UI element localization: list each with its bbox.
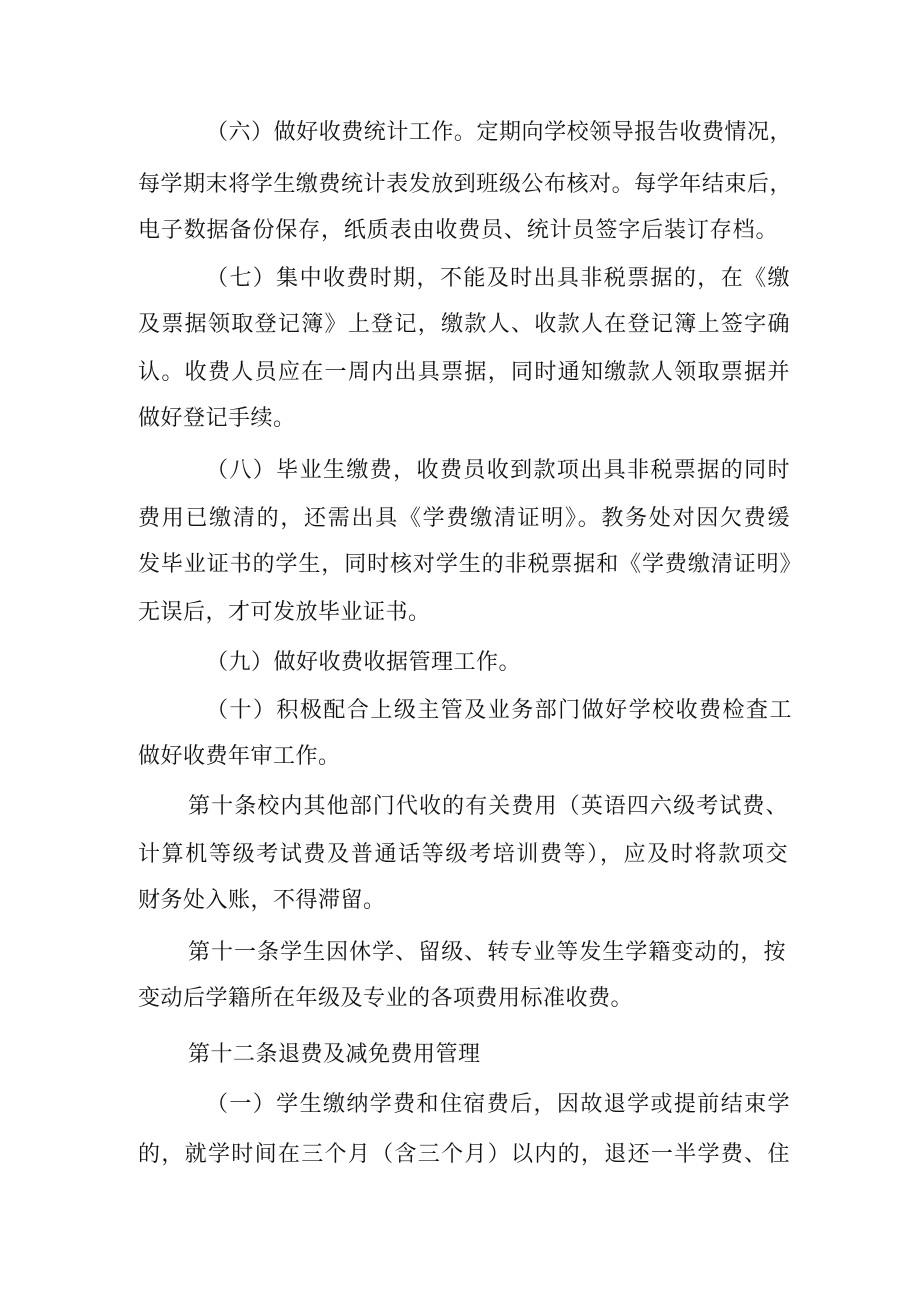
- text-line: 做好收费年审工作。: [138, 744, 341, 769]
- text-line: 第十条校内其他部门代收的有关费用（英语四六级考试费、: [188, 794, 788, 819]
- text-line: （十）积极配合上级主管及业务部门做好学校收费检査工: [206, 698, 792, 723]
- text-line: （七）集中收费时期，不能及时出具非税票据的，在《缴: [206, 266, 790, 291]
- text-line: 费用已缴清的，还需出具《学费缴清证明》。教务处对因欠费缓: [138, 506, 790, 531]
- text-line: 及票据领取登记簿》上登记，缴款人、收款人在登记簿上签字确: [138, 312, 790, 337]
- text-line: 财务处入账，不得滞留。: [138, 888, 386, 913]
- text-line: 每学期末将学生缴费统计表发放到班级公布核对。每学年结束后，: [138, 172, 792, 197]
- text-line: 计算机等级考试费及普通话等级考培训费等），应及时将款项交: [138, 842, 788, 867]
- text-line: 第十二条退费及减免费用管理: [188, 1042, 481, 1067]
- text-line: （八）毕业生缴费，收费员收到款项出具非税票据的同时: [206, 458, 790, 483]
- text-line: 做好登记手续。: [138, 406, 296, 431]
- text-line: （九）做好收费收据管理工作。: [206, 650, 522, 675]
- text-line: 第十一条学生因休学、留级、转专业等发生学籍变动的，按: [188, 940, 786, 965]
- text-line: 的，就学时间在三个月（含三个月）以内的，退还一半学费、住: [138, 1142, 790, 1167]
- text-line: 电子数据备份保存，纸质表由收费员、统计员签字后装订存档。: [138, 218, 778, 243]
- text-line: （一）学生缴纳学费和住宿费后，因故退学或提前结束学: [206, 1092, 790, 1117]
- text-line: 发毕业证书的学生，同时核对学生的非税票据和《学费缴清证明》: [138, 552, 802, 577]
- text-line: 变动后学籍所在年级及专业的各项费用标准收费。: [138, 986, 634, 1011]
- text-line: （六）做好收费统计工作。定期向学校领导报告收费情况，: [206, 120, 792, 145]
- text-line: 认。收费人员应在一周内出具票据，同时通知缴款人领取票据并: [138, 360, 790, 385]
- text-line: 无误后，才可发放毕业证书。: [138, 600, 431, 625]
